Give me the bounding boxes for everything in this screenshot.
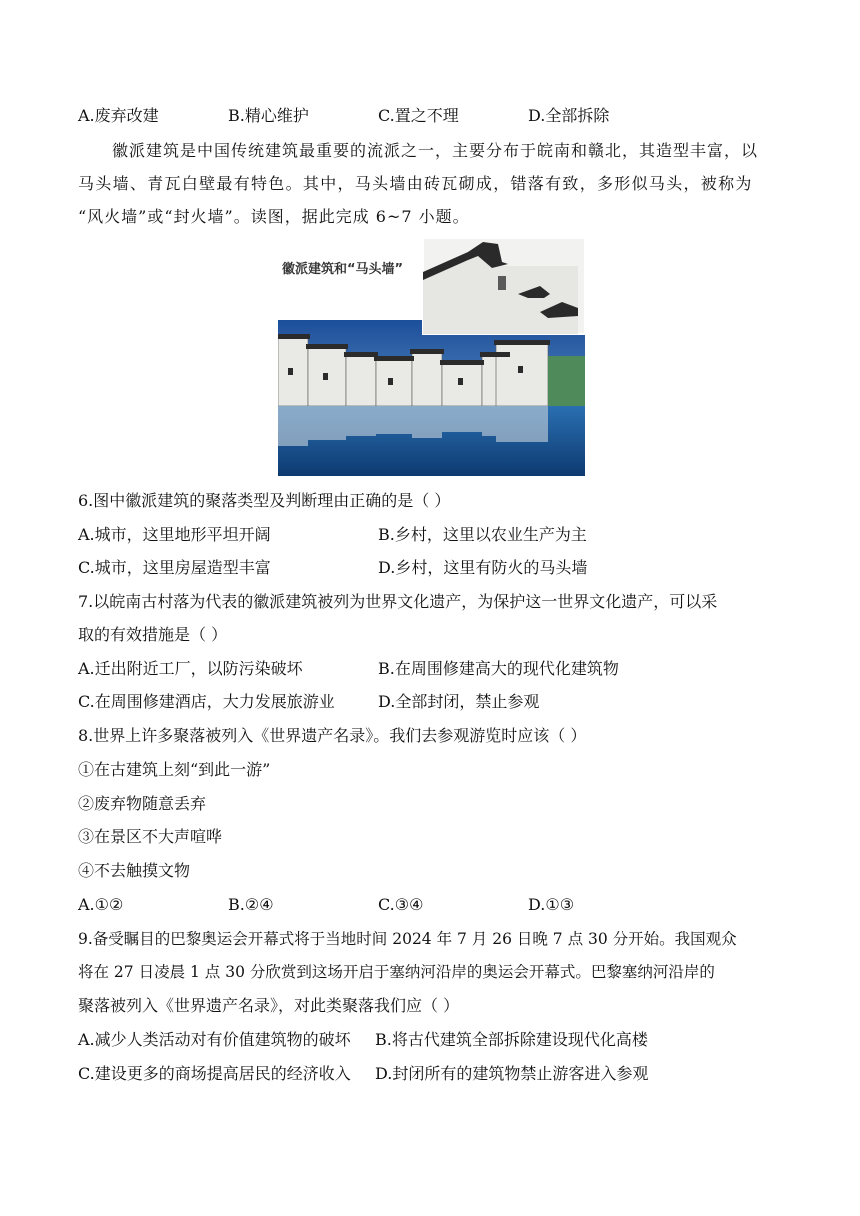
q7-stem-line-1: 7.以皖南古村落为代表的徽派建筑被列为世界文化遗产，为保护这一世界文化遗产，可以采	[78, 592, 718, 611]
q9-option-c: C.建设更多的商场提高居民的经济收入	[78, 1064, 351, 1083]
q9-stem-line-1: 9.备受瞩目的巴黎奥运会开幕式将于当地时间 2024 年 7 月 26 日晚 7 点 30 分开始。我国观众	[78, 930, 737, 948]
q7-option-a: A.迁出附近工厂，以防污染破坏	[78, 659, 303, 678]
q8-item-2: ②废弃物随意丢弃	[78, 794, 207, 813]
q8-item-3: ③在景区不大声喧哗	[78, 827, 223, 846]
q8-option-a: A.①②	[78, 895, 124, 914]
q6-stem: 6.图中徽派建筑的聚落类型及判断理由正确的是（ ）	[78, 491, 451, 510]
passage-line-3: “风火墙”或“封火墙”。读图，据此完成 6~7 小题。	[78, 207, 470, 226]
q7-option-b: B.在周围修建高大的现代化建筑物	[378, 659, 619, 678]
q5-option-a: A.废弃改建	[78, 106, 159, 125]
q8-option-b: B.②④	[228, 895, 274, 914]
q6-option-d: D.乡村，这里有防火的马头墙	[378, 558, 588, 577]
q7-option-c: C.在周围修建酒店，大力发展旅游业	[78, 692, 335, 711]
q9-option-d: D.封闭所有的建筑物禁止游客进入参观	[375, 1064, 649, 1083]
figure-title: 徽派建筑和“马头墙”	[282, 262, 404, 277]
q9-option-a: A.减少人类活动对有价值建筑物的破坏	[78, 1030, 351, 1049]
q8-item-4: ④不去触摸文物	[78, 861, 191, 880]
q8-option-d: D.①③	[528, 895, 575, 914]
q8-option-c: C.③④	[378, 895, 424, 914]
q7-stem-line-2: 取的有效措施是（ ）	[78, 625, 228, 644]
passage-line-1: 徽派建筑是中国传统建筑最重要的流派之一，主要分布于皖南和赣北，其造型丰富，以	[112, 141, 759, 160]
q7-option-d: D.全部封闭，禁止参观	[378, 692, 540, 711]
q6-option-b: B.乡村，这里以农业生产为主	[378, 525, 587, 544]
q8-item-1: ①在古建筑上刻“到此一游”	[78, 760, 271, 779]
q8-stem: 8.世界上许多聚落被列入《世界遗产名录》。我们去参观游览时应该（ ）	[78, 726, 587, 745]
q5-option-c: C.置之不理	[378, 106, 459, 125]
q9-stem-line-3: 聚落被列入《世界遗产名录》，对此类聚落我们应（ ）	[78, 996, 460, 1015]
q5-option-b: B.精心维护	[228, 106, 309, 125]
q9-option-b: B.将古代建筑全部拆除建设现代化高楼	[375, 1030, 648, 1049]
q6-option-a: A.城市，这里地形平坦开阔	[78, 525, 271, 544]
q5-option-d: D.全部拆除	[528, 106, 610, 125]
q6-option-c: C.城市，这里房屋造型丰富	[78, 558, 271, 577]
huizhou-architecture-figure	[278, 238, 585, 476]
q9-stem-line-2: 将在 27 日凌晨 1 点 30 分欣赏到这场开启于塞纳河沿岸的奥运会开幕式。巴黎塞纳河沿岸的	[78, 963, 715, 981]
passage-line-2: 马头墙、青瓦白壁最有特色。其中，马头墙由砖瓦砌成，错落有致，多形似马头，被称为	[78, 174, 753, 193]
